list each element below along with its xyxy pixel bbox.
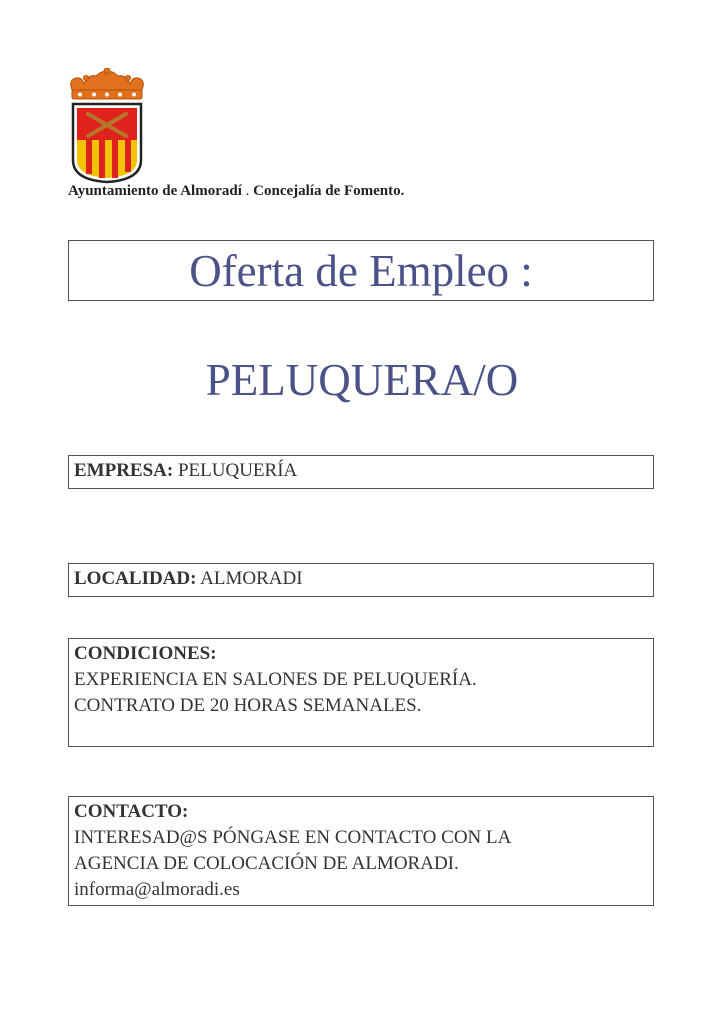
offer-heading-box: [68, 240, 654, 301]
localidad-label: LOCALIDAD:: [74, 568, 197, 589]
contacto-label: CONTACTO:: [74, 801, 189, 822]
localidad-box: [68, 563, 654, 597]
contacto-box: [68, 796, 654, 906]
contacto-line: AGENCIA DE COLOCACIÓN DE ALMORADI.: [74, 853, 459, 874]
organization-line: [68, 183, 404, 200]
condiciones-box: [68, 638, 654, 747]
contact-email-link[interactable]: informa@almoradi.es: [74, 879, 240, 900]
empresa-box: [68, 455, 654, 489]
almoradi-coat-of-arms-logo: [66, 68, 148, 184]
contacto-line: INTERESAD@S PÓNGASE EN CONTACTO CON LA: [74, 827, 512, 848]
condiciones-line: EXPERIENCIA EN SALONES DE PELUQUERÍA.: [74, 669, 477, 690]
department-name: Concejalía de Fomento.: [253, 183, 405, 199]
org-name: Ayuntamiento de Almoradí: [68, 183, 242, 199]
job-title: PELUQUERA/O: [205, 355, 519, 405]
condiciones-label: CONDICIONES:: [74, 643, 217, 664]
localidad-value: ALMORADI: [200, 568, 303, 589]
offer-heading: Oferta de Empleo :: [189, 246, 533, 296]
empresa-label: EMPRESA:: [74, 460, 174, 481]
condiciones-line: CONTRATO DE 20 HORAS SEMANALES.: [74, 695, 422, 716]
empresa-value: PELUQUERÍA: [177, 460, 298, 481]
org-separator: .: [245, 183, 250, 199]
